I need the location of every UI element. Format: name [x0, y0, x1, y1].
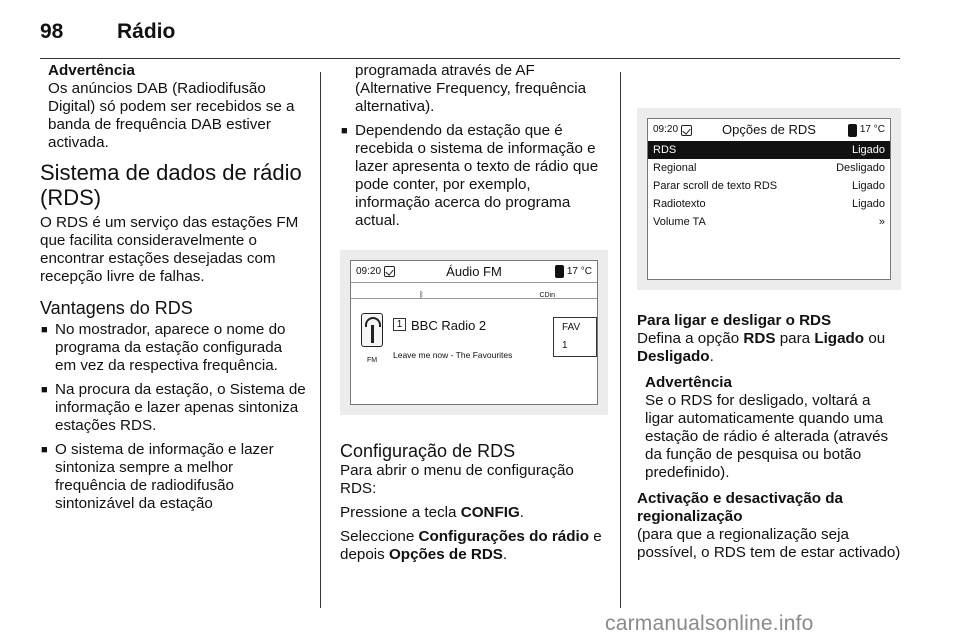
rds-intro: O RDS é um serviço das estações FM que facilita consideravelmente o encontrar estações desejadas com recepção livre de falhas.	[40, 214, 299, 285]
onoff-text: Defina a opção RDS para Ligado ou Desligado.	[637, 330, 886, 365]
menu-item-rds[interactable]: RDS Ligado	[648, 141, 890, 159]
temperature-value: 17 °C	[859, 124, 885, 135]
watermark: carmanualsonline.info	[605, 612, 814, 635]
note-rds	[637, 374, 903, 482]
thermometer-icon	[848, 124, 857, 137]
list-item: ■ Na procura da estação, o Sistema de informação e lazer apenas sintoniza estações RDS.	[40, 381, 306, 435]
note-text: Os anúncios DAB (Radiodifusão Digital) só podem ser recebidos se a banda de frequência DAB estiver activada.	[48, 80, 295, 151]
chevron-right-icon: »	[878, 216, 885, 228]
clock: 09:20	[653, 124, 679, 135]
config-select: Seleccione Configurações do rádio e depois Opções de RDS.	[340, 528, 602, 563]
radio-antenna-icon	[361, 313, 383, 347]
rds-bullets	[340, 122, 608, 230]
screen-title: Áudio FM	[446, 263, 502, 279]
section-title-rds: Sistema de dados de rádio (RDS)	[40, 160, 302, 210]
header-rule	[40, 58, 900, 59]
column-3	[637, 62, 903, 568]
config-key: CONFIG	[460, 504, 520, 521]
note-title: Advertência	[48, 62, 135, 79]
menu-item-volume-ta[interactable]: Volume TA »	[648, 213, 890, 231]
list-item-continued: programada através de AF (Alternative Frequency, frequência alternativa).	[355, 62, 587, 115]
temperature	[555, 263, 592, 281]
station-name: BBC Radio 2	[411, 318, 487, 333]
menu-item-regional[interactable]: Regional Desligado	[653, 162, 885, 174]
page-title: Rádio	[117, 20, 176, 43]
advantages-list	[40, 321, 306, 513]
screen-status-bar	[648, 119, 890, 141]
advantages-title: Vantagens do RDS	[40, 298, 193, 318]
rds-options-screen	[647, 118, 891, 280]
radio-text: Leave me now - The Favourites	[393, 350, 513, 360]
list-item: ■ O sistema de informação e lazer sintoniza sempre a melhor frequência de radiodifusão sintonizável da estação	[40, 441, 306, 513]
cd-in-label: CDin	[539, 292, 555, 299]
bluetooth-icon: ᛒ	[419, 290, 424, 299]
column-1	[40, 62, 306, 519]
figure-rds-options	[637, 108, 901, 290]
temperature	[848, 121, 885, 139]
column-divider-1	[320, 72, 321, 608]
menu-item-stop-scroll[interactable]: Parar scroll de texto RDS Ligado	[653, 180, 885, 192]
config-press: Pressione a tecla CONFIG.	[340, 504, 525, 521]
figure-audio-fm	[340, 250, 608, 415]
preset-number: 1	[393, 318, 406, 331]
screen-status-bar	[351, 261, 597, 283]
page-number: 98	[40, 20, 64, 43]
audio-fm-screen	[350, 260, 598, 405]
check-icon	[384, 266, 395, 277]
regionalization-text: (para que a regionalização seja possível, o RDS tem de estar activado)	[637, 526, 901, 561]
screen-title: Opções de RDS	[722, 122, 816, 137]
onoff-title: Para ligar e desligar o RDS	[637, 312, 832, 329]
temperature-value: 17 °C	[566, 265, 592, 277]
band-label: FM	[367, 357, 378, 364]
column-2	[340, 62, 608, 570]
thermometer-icon	[555, 265, 564, 278]
check-icon	[681, 125, 692, 136]
note-dab	[40, 62, 306, 152]
clock: 09:20	[356, 265, 382, 277]
list-item: ■ No mostrador, aparece o nome do programa da estação configurada em vez da respectiva frequência.	[40, 321, 306, 375]
config-title: Configuração de RDS	[340, 441, 516, 461]
note-title: Advertência	[645, 374, 732, 391]
config-intro: Para abrir o menu de configuração RDS:	[340, 462, 574, 497]
source-bar	[351, 283, 597, 299]
menu-item-radiotext[interactable]: Radiotexto Ligado	[653, 198, 885, 210]
regionalization-title: Activação e desactivação da regionalização	[637, 490, 843, 525]
column-divider-2	[620, 72, 621, 608]
fav-button[interactable]: FAV 1	[553, 317, 597, 357]
note-text: Se o RDS for desligado, voltará a ligar automaticamente quando uma estação de rádio é alterada (através da função de pesquisa ou botão predefinido).	[645, 392, 889, 481]
list-item: ■ Dependendo da estação que é recebida o sistema de informação e lazer apresenta o texto de rádio que pode conter, por exemplo, informação acerca do programa actual.	[340, 122, 608, 230]
